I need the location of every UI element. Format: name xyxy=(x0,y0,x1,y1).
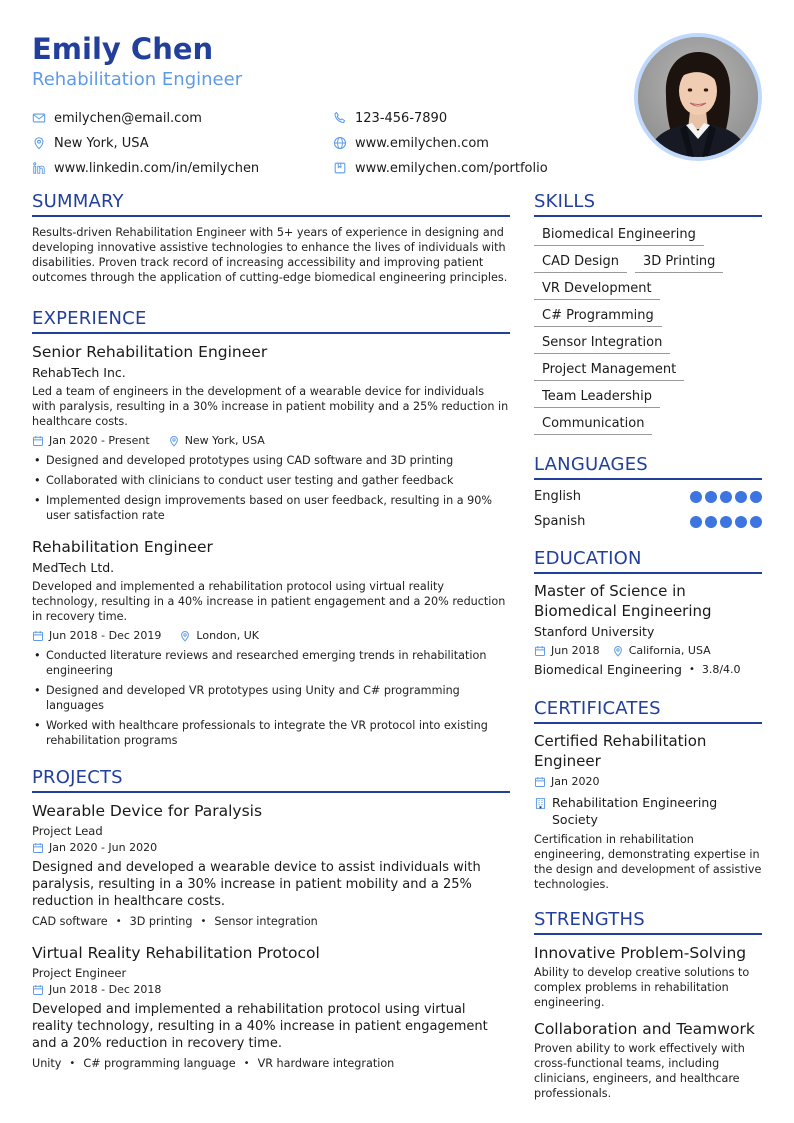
job-title: Senior Rehabilitation Engineer xyxy=(32,343,268,361)
strength-title: Innovative Problem-Solving xyxy=(534,944,747,962)
strengths-heading: STRENGTHS xyxy=(534,908,762,935)
education-dates: Jun 2018 xyxy=(551,644,600,657)
project-dates: Jun 2018 - Dec 2018 xyxy=(49,983,162,996)
contact-phone[interactable] xyxy=(333,109,447,127)
location-pin-icon xyxy=(32,136,46,150)
calendar-icon xyxy=(32,435,44,447)
calendar-icon xyxy=(32,630,44,642)
location-pin-icon xyxy=(179,630,191,642)
job-bullets xyxy=(32,453,510,523)
project-tag: C# programming language xyxy=(83,1057,236,1070)
education-entry xyxy=(534,581,762,679)
job-dates: Jan 2020 - Present xyxy=(49,434,150,447)
bullet-item: • Designed and developed VR prototypes using Unity and C# programming languages xyxy=(32,683,510,713)
projects-heading: PROJECTS xyxy=(32,766,510,793)
calendar-icon xyxy=(534,645,546,657)
project-entry xyxy=(32,801,510,929)
contact-website[interactable] xyxy=(333,134,489,152)
education-school: Stanford University xyxy=(534,624,655,639)
skill-tag: Communication xyxy=(534,415,652,435)
certificate-entry xyxy=(534,731,762,892)
project-role: Project Lead xyxy=(32,824,103,838)
job-meta xyxy=(32,433,510,449)
education-field-line: Biomedical Engineering • 3.8/4.0 xyxy=(534,662,741,677)
certificate-date-line xyxy=(534,774,762,790)
phone-text: 123-456-7890 xyxy=(355,110,448,126)
language-row xyxy=(534,509,762,534)
skill-tag: VR Development xyxy=(534,280,660,300)
location-text: New York, USA xyxy=(54,135,149,151)
language-row xyxy=(534,484,762,509)
education-field: Biomedical Engineering xyxy=(534,662,682,677)
bullet-item: • Designed and developed prototypes using CAD software and 3D printing xyxy=(32,453,510,468)
skill-tag: 3D Printing xyxy=(635,253,723,273)
summary-heading: SUMMARY xyxy=(32,190,510,217)
skill-tag: Team Leadership xyxy=(534,388,660,408)
candidate-role: Rehabilitation Engineer xyxy=(32,69,243,90)
certificate-date: Jan 2020 xyxy=(551,775,600,788)
summary-text: Results-driven Rehabilitation Engineer with 5+ years of experience in designing and developing innovative assistive technologies to enhance the lives of individuals with disabilities. Proven track record of increasing accessibility and improving patient outcomes through the application of cutting-edge biomedical engineering principles. xyxy=(32,226,508,284)
bullet-item: • Collaborated with clinicians to conduct user testing and gather feedback xyxy=(32,473,510,488)
certificate-name: Certified Rehabilitation Engineer xyxy=(534,732,707,770)
job-entry xyxy=(32,342,510,523)
strength-entry xyxy=(534,1019,762,1101)
education-meta xyxy=(534,643,762,659)
strength-description: Proven ability to work effectively with cross-functional teams, including clinicians, engineers, and healthcare professionals. xyxy=(534,1042,745,1100)
education-degree: Master of Science in Biomedical Engineering xyxy=(534,582,712,620)
project-title: Virtual Reality Rehabilitation Protocol xyxy=(32,944,320,962)
language-level-dots xyxy=(687,516,762,528)
language-name: Spanish xyxy=(534,514,586,529)
education-heading: EDUCATION xyxy=(534,547,762,574)
strength-entry xyxy=(534,943,762,1010)
bullet-item: • Implemented design improvements based on user feedback, resulting in a 90% user satisfaction rate xyxy=(32,493,510,523)
job-company: MedTech Ltd. xyxy=(32,560,115,575)
project-tags: CAD software • 3D printing • Sensor integration xyxy=(32,915,318,928)
linkedin-icon xyxy=(32,161,46,175)
job-location: New York, USA xyxy=(184,434,265,447)
job-description: Developed and implemented a rehabilitation protocol using virtual reality technology, resulting in a 40% increase in patient engagement and a 20% reduction in recovery time. xyxy=(32,580,506,623)
location-pin-icon xyxy=(612,645,624,657)
language-name: English xyxy=(534,489,581,504)
right-column xyxy=(534,190,762,1101)
email-text: emilychen@email.com xyxy=(54,110,202,126)
skills-list xyxy=(534,223,762,439)
project-tag: VR hardware integration xyxy=(257,1057,395,1070)
strength-title: Collaboration and Teamwork xyxy=(534,1020,755,1038)
candidate-name: Emily Chen xyxy=(32,32,214,66)
resume-header xyxy=(32,30,632,176)
certificate-description: Certification in rehabilitation engineering, demonstrating expertise in the design and development of assistive technologies. xyxy=(534,833,762,891)
project-dates: Jan 2020 - Jun 2020 xyxy=(49,841,158,854)
certificate-issuer: Rehabilitation Engineering Society xyxy=(552,795,718,827)
profile-photo-frame xyxy=(634,33,762,161)
skill-tag: Sensor Integration xyxy=(534,334,670,354)
project-meta xyxy=(32,982,510,998)
project-tag: Unity xyxy=(32,1057,62,1070)
certificates-heading: CERTIFICATES xyxy=(534,697,762,724)
skill-tag: C# Programming xyxy=(534,307,662,327)
calendar-icon xyxy=(32,842,44,854)
project-tag: CAD software xyxy=(32,915,108,928)
languages-list xyxy=(534,484,762,534)
skill-tag: CAD Design xyxy=(534,253,627,273)
project-entry xyxy=(32,943,510,1071)
globe-icon xyxy=(333,136,347,150)
languages-heading: LANGUAGES xyxy=(534,453,762,480)
building-icon xyxy=(534,797,547,810)
portfolio-text: www.emilychen.com/portfolio xyxy=(355,160,548,176)
certificate-issuer-line xyxy=(534,794,762,828)
bullet-item: • Worked with healthcare professionals to integrate the VR protocol into existing rehabilitation programs xyxy=(32,718,510,748)
project-tag: Sensor integration xyxy=(214,915,318,928)
skills-heading: SKILLS xyxy=(534,190,762,217)
education-gpa: 3.8/4.0 xyxy=(701,663,741,676)
portrait-illustration xyxy=(638,37,758,157)
job-location: London, UK xyxy=(196,629,260,642)
contact-email[interactable] xyxy=(32,109,202,127)
job-meta xyxy=(32,628,510,644)
left-column xyxy=(32,190,510,1071)
project-description: Developed and implemented a rehabilitation protocol using virtual reality technology, resulting in a 40% increase in patient engagement and a 20% reduction in recovery time. xyxy=(32,1002,488,1051)
bookmark-icon xyxy=(333,161,347,175)
skill-tag: Project Management xyxy=(534,361,684,381)
job-company: RehabTech Inc. xyxy=(32,365,126,380)
job-dates: Jun 2018 - Dec 2019 xyxy=(49,629,162,642)
project-description: Designed and developed a wearable device to assist individuals with paralysis, resulting in a 30% increase in patient mobility and a 25% reduction in healthcare costs. xyxy=(32,860,481,909)
linkedin-text: www.linkedin.com/in/emilychen xyxy=(54,160,260,176)
strength-description: Ability to develop creative solutions to complex problems in rehabilitation engineering. xyxy=(534,966,750,1009)
contact-portfolio[interactable] xyxy=(333,159,548,177)
calendar-icon xyxy=(32,984,44,996)
job-bullets xyxy=(32,648,510,748)
project-title: Wearable Device for Paralysis xyxy=(32,802,263,820)
language-level-dots xyxy=(687,491,762,503)
project-meta xyxy=(32,840,510,856)
skill-tag: Biomedical Engineering xyxy=(534,226,704,246)
project-tags: Unity • C# programming language • VR hardware integration xyxy=(32,1057,395,1070)
job-title: Rehabilitation Engineer xyxy=(32,538,213,556)
job-entry xyxy=(32,537,510,748)
project-tag: 3D printing xyxy=(129,915,193,928)
location-pin-icon xyxy=(168,435,180,447)
experience-heading: EXPERIENCE xyxy=(32,307,510,334)
calendar-icon xyxy=(534,776,546,788)
phone-icon xyxy=(333,111,347,125)
website-text: www.emilychen.com xyxy=(355,135,489,151)
job-description: Led a team of engineers in the development of a wearable device for individuals with paralysis, resulting in a 30% increase in patient mobility and a 25% reduction in healthcare costs. xyxy=(32,385,509,428)
education-location: California, USA xyxy=(628,644,711,657)
profile-photo xyxy=(638,37,758,157)
envelope-icon xyxy=(32,111,46,125)
project-role: Project Engineer xyxy=(32,966,127,980)
contact-linkedin[interactable] xyxy=(32,159,259,177)
bullet-item: • Conducted literature reviews and researched emerging trends in rehabilitation engineering xyxy=(32,648,510,678)
contact-location xyxy=(32,134,149,152)
